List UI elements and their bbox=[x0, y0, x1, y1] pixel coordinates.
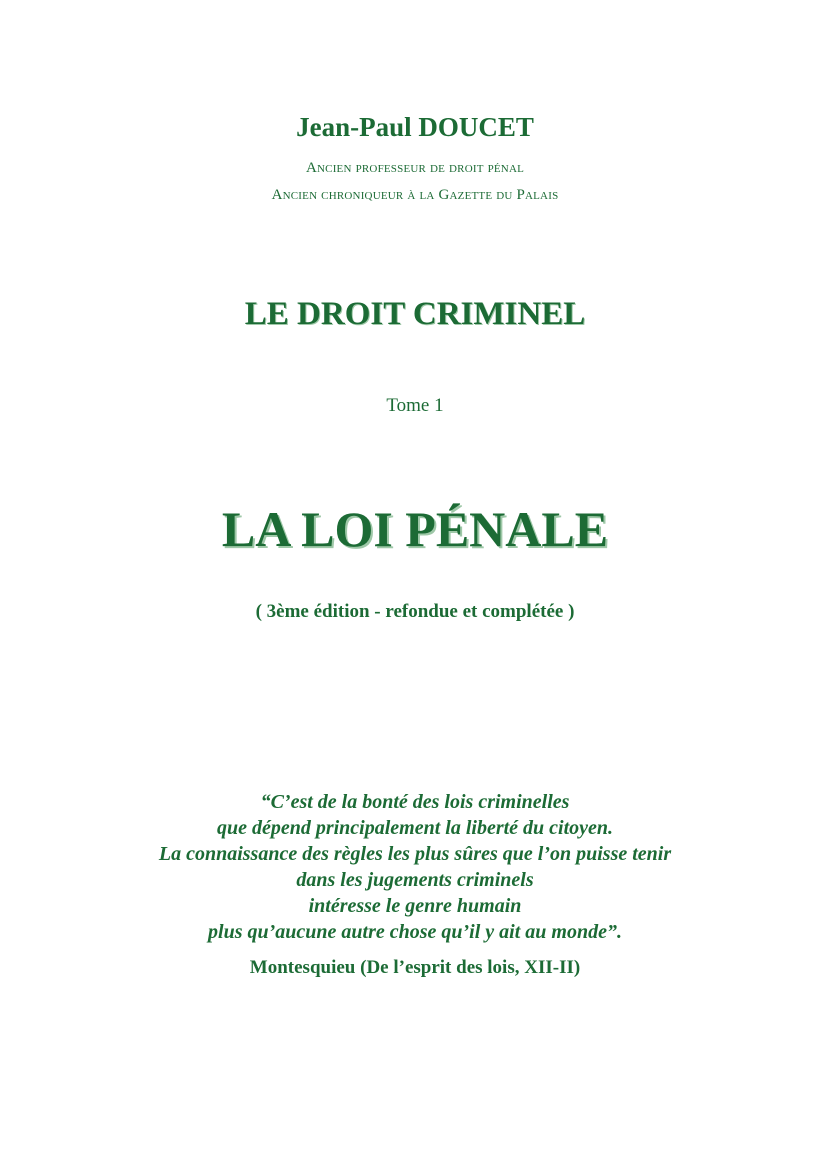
quote-attribution: Montesquieu (De l’esprit des lois, XII-II) bbox=[249, 957, 581, 978]
quote-line: intéresse le genre humain bbox=[308, 895, 522, 917]
series-title: LE DROIT CRIMINEL bbox=[244, 296, 586, 332]
author-name: Jean-Paul DOUCET bbox=[296, 112, 534, 142]
quote-line: plus qu’aucune autre chose qu’il y ait au monde”. bbox=[208, 921, 622, 943]
author-subtitle-professor: Ancien professeur de droit pénal bbox=[305, 160, 525, 176]
edition-note: ( 3ème édition - refondue et complétée ) bbox=[255, 601, 575, 622]
quote-line: “C’est de la bonté des lois criminelles bbox=[260, 791, 570, 813]
author-subtitle-columnist: Ancien chroniqueur à la Gazette du Palais bbox=[271, 187, 559, 203]
main-title: LA LOI PÉNALE bbox=[221, 501, 609, 557]
volume-label: Tome 1 bbox=[386, 395, 444, 416]
quote-line: La connaissance des règles les plus sûres que l’on puisse tenir bbox=[158, 843, 672, 865]
epigraph-quote bbox=[0, 789, 830, 945]
quote-line: dans les jugements criminels bbox=[296, 869, 534, 891]
quote-line: que dépend principalement la liberté du citoyen. bbox=[216, 817, 614, 839]
